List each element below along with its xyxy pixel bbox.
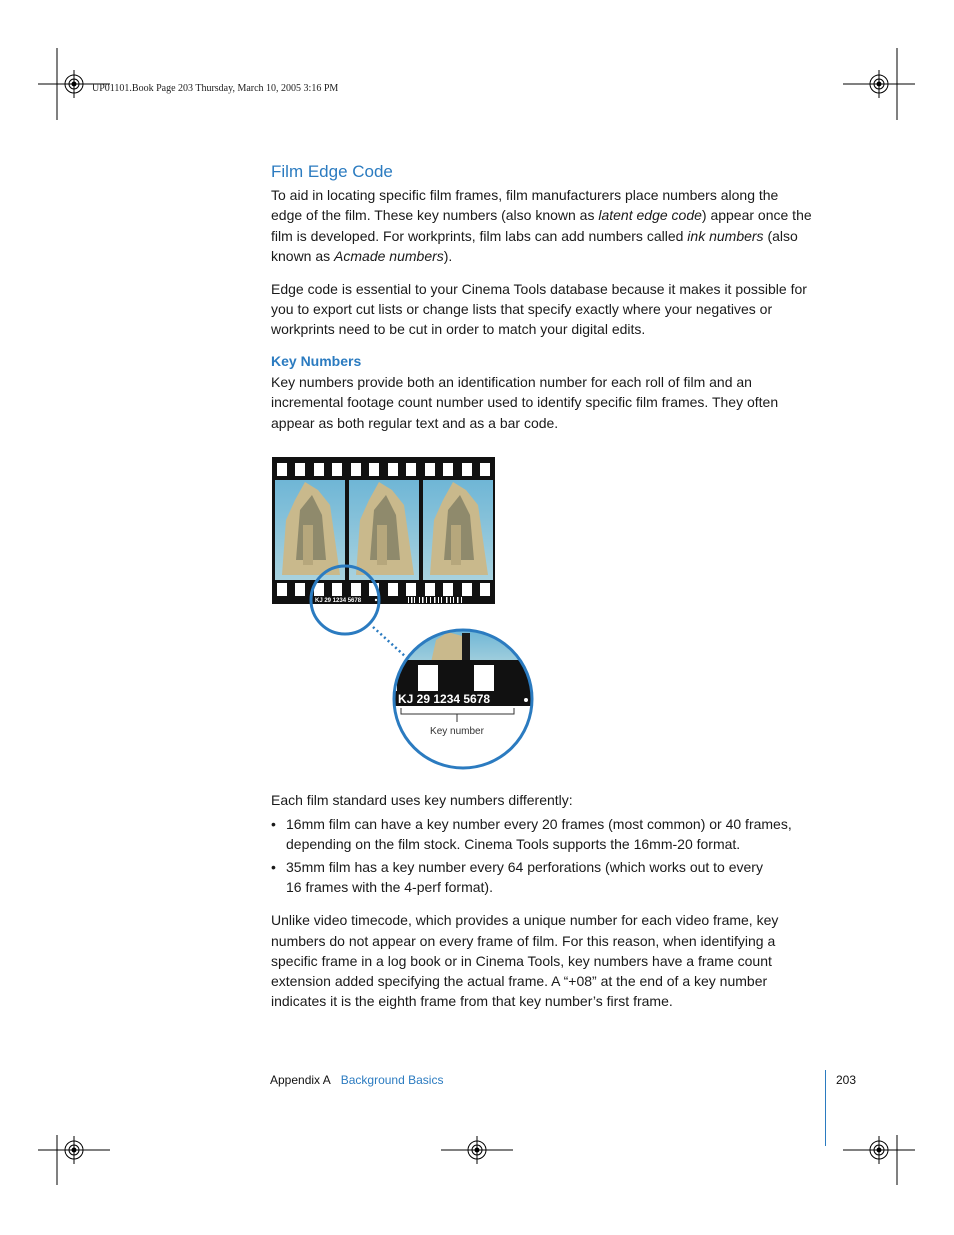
bullet-marker: •: [271, 859, 276, 875]
term-latent-edge-code: latent edge code: [598, 207, 702, 223]
small-key-number: KJ 29 1234 5678: [315, 598, 362, 604]
paragraph-standards-intro: Each film standard uses key numbers differently:: [271, 792, 573, 808]
text-line: 16mm film can have a key number every 20 frames (most common) or 40 frames,: [286, 816, 792, 832]
film-frame: [423, 480, 493, 580]
term-ink-numbers: ink numbers: [687, 228, 764, 244]
text-line: 16 frames with the 4-perf format).: [286, 879, 493, 896]
text-line: edge of the film. These key numbers (also known as latent edge code) appear once the: [271, 207, 812, 223]
text-line: film is developed. For workprints, film labs can add numbers called ink numbers (also: [271, 228, 798, 244]
subsection-title: Key Numbers: [271, 353, 362, 369]
text-line: Key numbers provide both an identification number for each roll of film and an: [271, 374, 752, 390]
term-acmade-numbers: Acmade numbers: [334, 248, 444, 264]
text-line: indicates it is the eighth frame from that key number’s first frame.: [271, 993, 673, 1009]
text-line: known as Acmade numbers).: [271, 248, 453, 264]
text-line: depending on the film stock. Cinema Tools supports the 16mm-20 format.: [286, 836, 741, 853]
text-line: appear as both regular text and as a bar code.: [271, 415, 559, 431]
text-line: Unlike video timecode, which provides a unique number for each video frame, key: [271, 912, 779, 928]
text-line: extension added specifying the actual frame. A “+08” at the end of a key number: [271, 973, 768, 989]
text-line: workprints need to be cut in order to match your digital edits.: [271, 321, 646, 337]
film-frame: [349, 480, 419, 580]
print-slug: UP01101.Book Page 203 Thursday, March 10, 2005 3:16 PM: [92, 83, 339, 94]
bullet-marker: •: [271, 816, 276, 832]
list-item: [271, 857, 831, 898]
text-line: numbers do not appear on every frame of film. For this reason, when identifying a: [271, 933, 776, 949]
footer-section-label: Background Basics: [340, 1073, 444, 1087]
footer-chapter-label: Appendix A: [270, 1073, 331, 1087]
film-frame: [275, 480, 345, 580]
footer-divider: [825, 1070, 826, 1146]
zoomed-key-number: KJ 29 1234 5678: [398, 692, 491, 706]
list-item: [271, 814, 831, 855]
key-number-label: Key number: [430, 726, 484, 737]
text-line: To aid in locating specific film frames, film manufacturers place numbers along the: [271, 187, 779, 203]
text-line: 35mm film has a key number every 64 perforations (which works out to every: [286, 859, 763, 875]
text-line: incremental footage count number used to identify specific film frames. They often: [271, 394, 779, 410]
text-line: Edge code is essential to your Cinema Tools database because it makes it possible for: [271, 281, 807, 297]
section-title: Film Edge Code: [271, 162, 393, 181]
page-number: 203: [836, 1073, 857, 1087]
text-line: specific frame in a log book or in Cinema Tools, key numbers have a frame count: [271, 953, 772, 969]
text-line: you to export cut lists or change lists that specify exactly where your negatives or: [271, 301, 773, 317]
footer-chapter: [270, 1073, 443, 1087]
